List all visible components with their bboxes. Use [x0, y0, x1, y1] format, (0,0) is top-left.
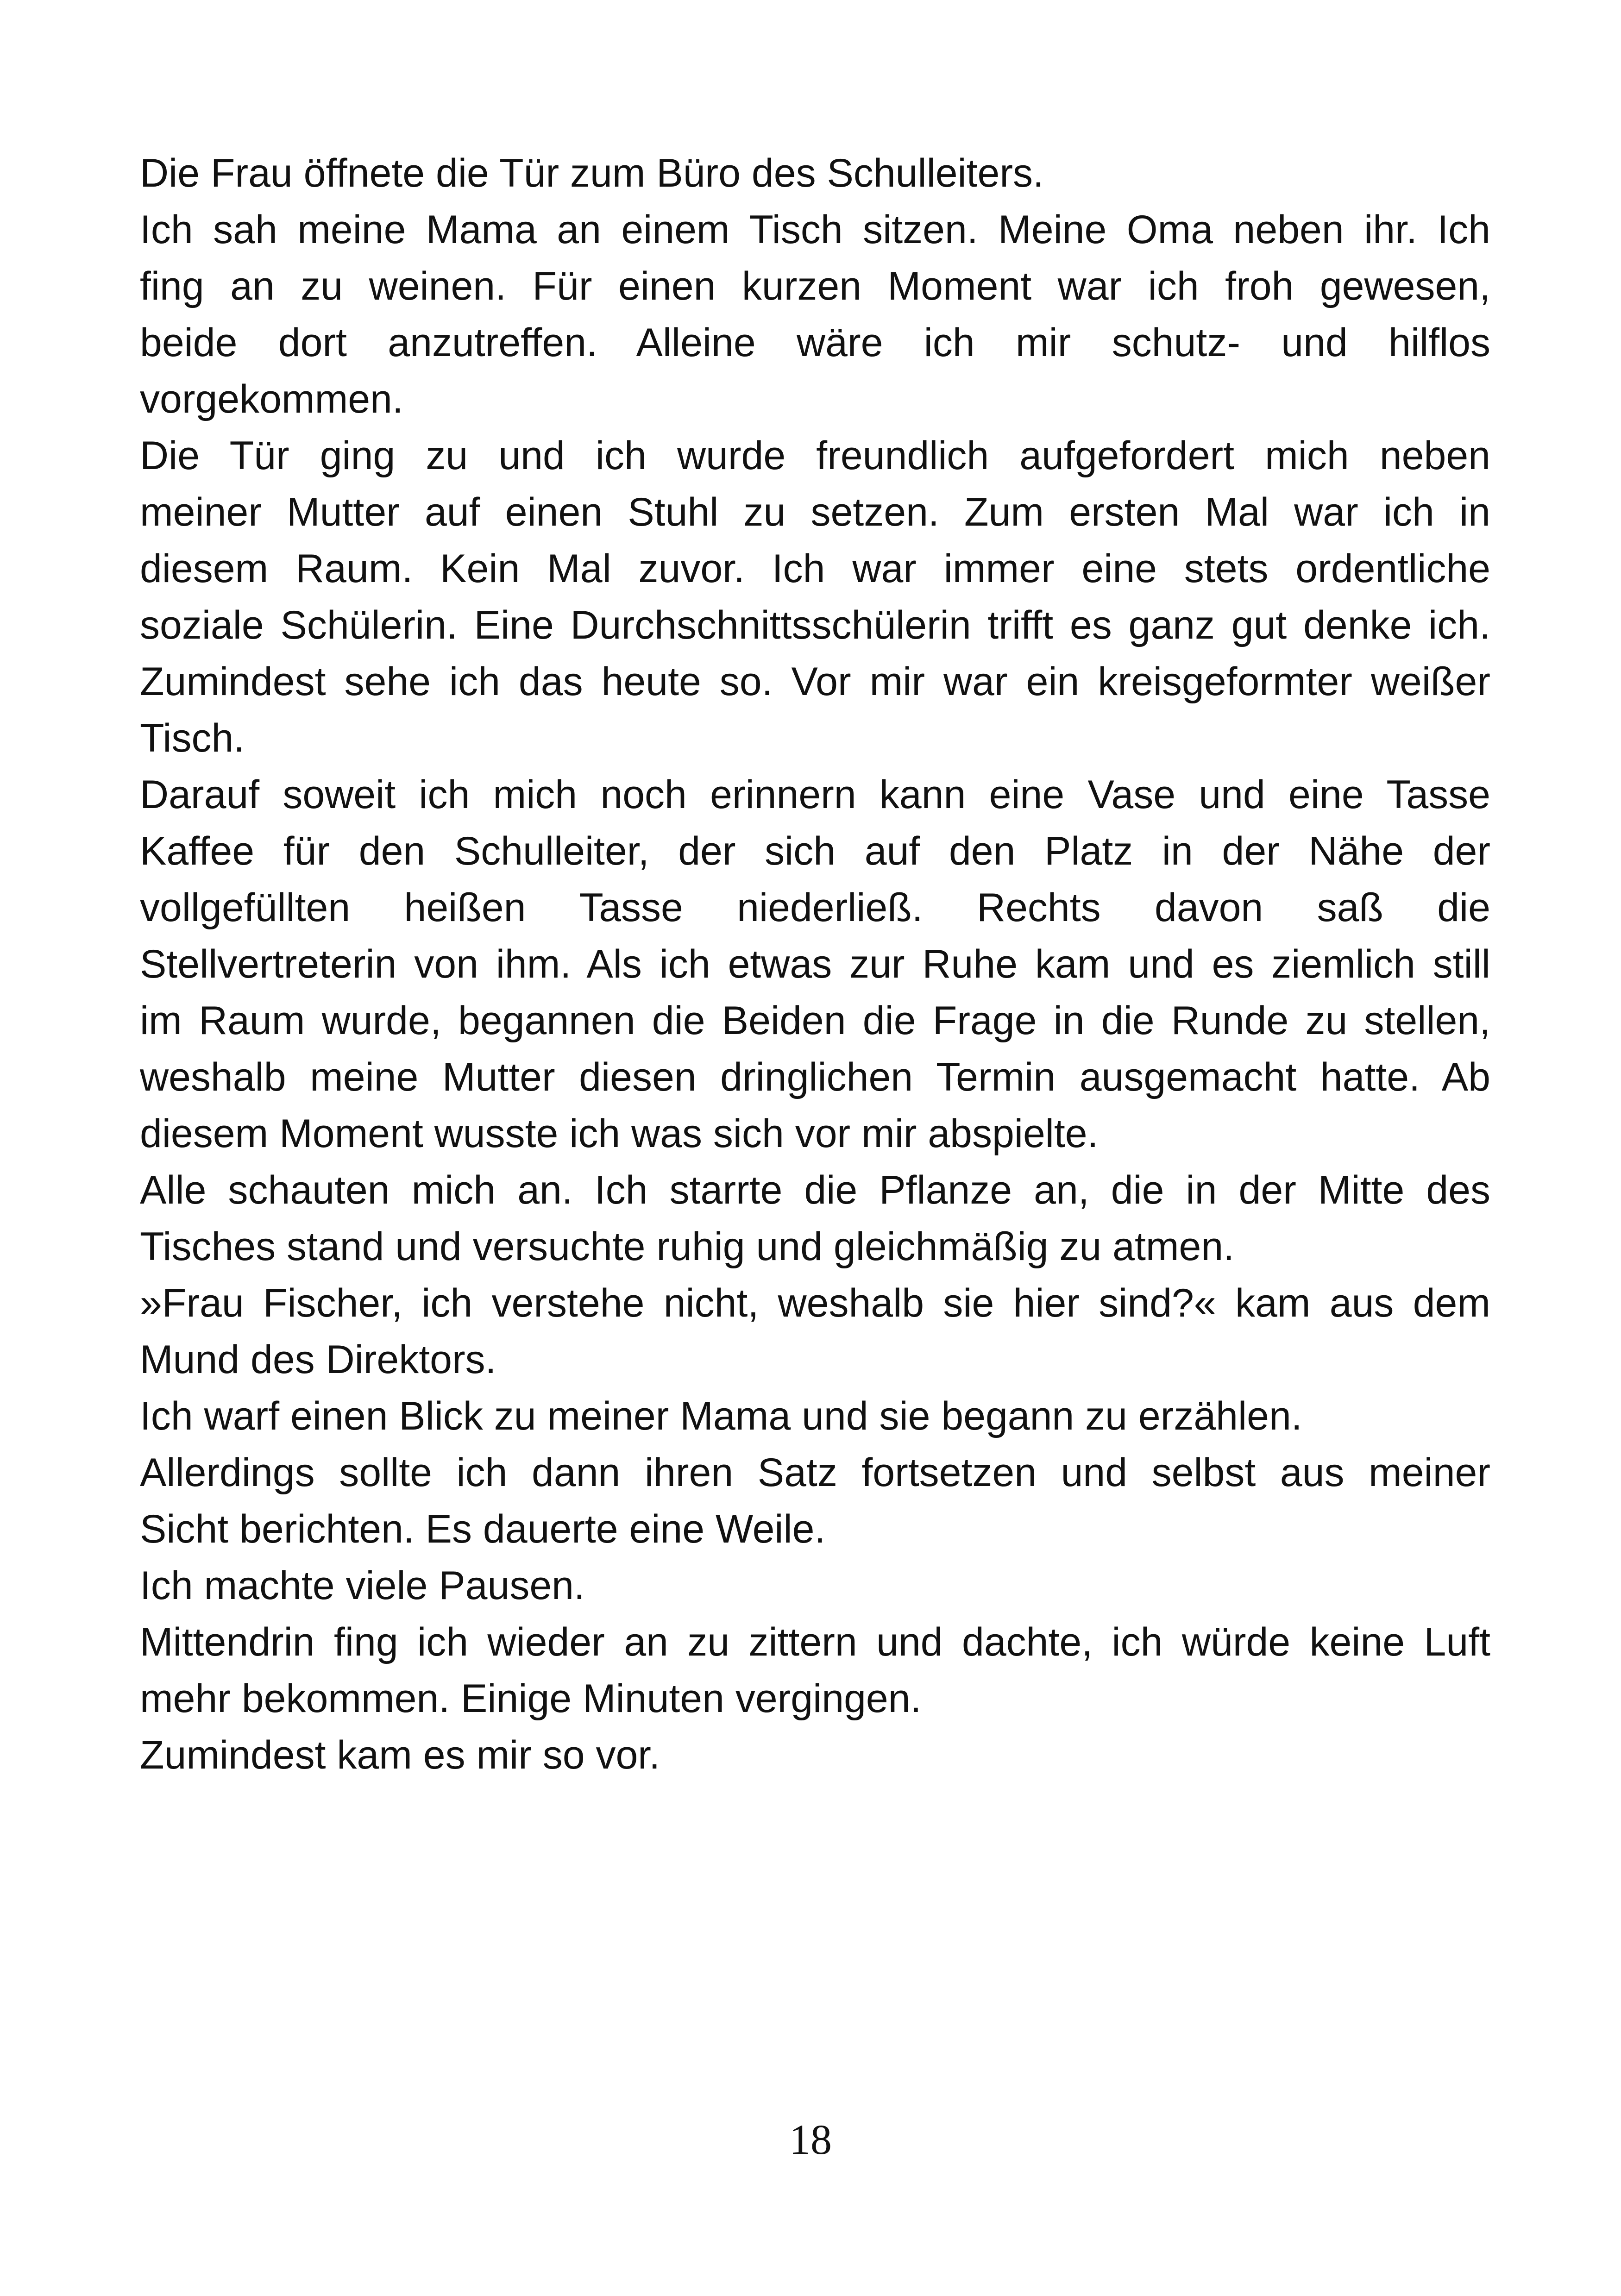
- text-line: Mittendrin fing ich wieder an zu zittern und dachte, ich würde keine Luft: [140, 1620, 1490, 1664]
- text-line: Allerdings sollte ich dann ihren Satz fortsetzen und selbst aus meiner: [140, 1450, 1490, 1495]
- text-line: Ich warf einen Blick zu meiner Mama und sie begann zu erzählen.: [140, 1394, 1302, 1438]
- text-line: Tisches stand und versuchte ruhig und gleichmäßig zu atmen.: [140, 1224, 1235, 1269]
- text-line: diesem Moment wusste ich was sich vor mir abspielte.: [140, 1111, 1099, 1156]
- text-line: Ich sah meine Mama an einem Tisch sitzen. Meine Oma neben ihr. Ich: [140, 207, 1490, 252]
- text-line: Tisch.: [140, 716, 245, 760]
- text-line: mehr bekommen. Einige Minuten vergingen.: [140, 1676, 922, 1721]
- text-line: Die Frau öffnete die Tür zum Büro des Schulleiters.: [140, 151, 1044, 195]
- text-line: beide dort anzutreffen. Alleine wäre ich mir schutz- und hilflos: [140, 320, 1490, 365]
- body-text: [140, 145, 1490, 1783]
- text-line: »Frau Fischer, ich verstehe nicht, weshalb sie hier sind?« kam aus dem: [140, 1281, 1490, 1325]
- text-line: diesem Raum. Kein Mal zuvor. Ich war immer eine stets ordentliche: [140, 546, 1490, 591]
- text-line: meiner Mutter auf einen Stuhl zu setzen. Zum ersten Mal war ich in: [140, 490, 1490, 534]
- text-line: Die Tür ging zu und ich wurde freundlich aufgefordert mich neben: [140, 433, 1490, 478]
- text-line: fing an zu weinen. Für einen kurzen Moment war ich froh gewesen,: [140, 264, 1490, 308]
- text-line: im Raum wurde, begannen die Beiden die Frage in die Runde zu stellen,: [140, 998, 1490, 1043]
- text-line: Kaffee für den Schulleiter, der sich auf den Platz in der Nähe der: [140, 829, 1490, 873]
- text-line: Alle schauten mich an. Ich starrte die Pflanze an, die in der Mitte des: [140, 1168, 1490, 1212]
- text-line: Mund des Direktors.: [140, 1337, 496, 1382]
- text-line: Sicht berichten. Es dauerte eine Weile.: [140, 1507, 826, 1551]
- text-line: Darauf soweit ich mich noch erinnern kann eine Vase und eine Tasse: [140, 772, 1490, 817]
- text-line: vorgekommen.: [140, 377, 403, 421]
- text-line: Zumindest sehe ich das heute so. Vor mir war ein kreisgeformter weißer: [140, 659, 1490, 704]
- text-line: soziale Schülerin. Eine Durchschnittsschülerin trifft es ganz gut denke ich.: [140, 603, 1490, 647]
- text-line: Zumindest kam es mir so vor.: [140, 1733, 660, 1777]
- text-line: weshalb meine Mutter diesen dringlichen Termin ausgemacht hatte. Ab: [140, 1055, 1490, 1099]
- text-line: vollgefüllten heißen Tasse niederließ. Rechts davon saß die: [140, 885, 1490, 930]
- text-line: Stellvertreterin von ihm. Als ich etwas zur Ruhe kam und es ziemlich still: [140, 942, 1490, 986]
- text-line: Ich machte viele Pausen.: [140, 1563, 585, 1608]
- page-number: 18: [789, 2116, 832, 2163]
